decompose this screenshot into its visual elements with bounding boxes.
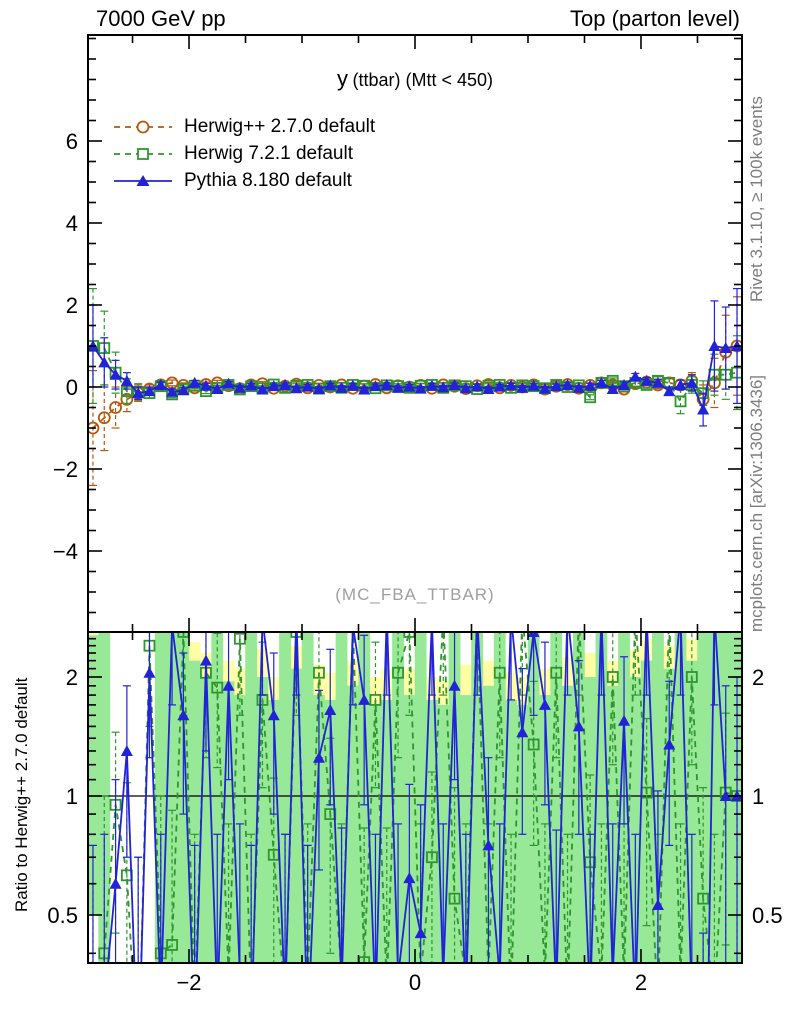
svg-text:2: 2 bbox=[634, 970, 648, 995]
legend-marker-herwigpp-icon bbox=[112, 118, 174, 136]
legend-item-herwigpp bbox=[112, 113, 375, 140]
svg-text:0.5: 0.5 bbox=[752, 903, 783, 928]
ratio-axis-title: Ratio to Herwig++ 2.7.0 default bbox=[12, 677, 31, 912]
beam-label: 7000 GeV pp bbox=[96, 6, 226, 31]
svg-text:0: 0 bbox=[65, 375, 78, 400]
svg-text:1: 1 bbox=[65, 784, 78, 809]
legend-label-herwigpp: Herwig++ 2.7.0 default bbox=[184, 115, 376, 137]
legend-item-herwig7 bbox=[112, 140, 375, 167]
legend-label-pythia: Pythia 8.180 default bbox=[184, 169, 352, 191]
svg-text:0: 0 bbox=[408, 970, 422, 995]
plot-title-cut: (ttbar) (Mtt < 450) bbox=[352, 70, 493, 90]
legend-label-herwig7: Herwig 7.2.1 default bbox=[184, 142, 353, 164]
legend bbox=[112, 113, 375, 194]
svg-text:−2: −2 bbox=[52, 457, 78, 482]
svg-text:2: 2 bbox=[65, 665, 78, 690]
legend-marker-herwig7-icon bbox=[112, 145, 174, 163]
svg-text:−2: −2 bbox=[176, 970, 202, 995]
svg-text:2: 2 bbox=[65, 293, 78, 318]
legend-marker-pythia-icon bbox=[112, 172, 174, 190]
svg-text:0.5: 0.5 bbox=[47, 903, 78, 928]
analysis-label: Top (parton level) bbox=[570, 6, 740, 31]
analysis-watermark: (MC_FBA_TTBAR) bbox=[335, 585, 495, 604]
svg-text:6: 6 bbox=[65, 129, 78, 154]
svg-text:4: 4 bbox=[65, 211, 78, 236]
svg-text:2: 2 bbox=[752, 665, 765, 690]
series-pythia-8-180-default bbox=[87, 289, 743, 426]
svg-text:−4: −4 bbox=[52, 539, 78, 564]
legend-item-pythia bbox=[112, 167, 375, 194]
plot-title bbox=[88, 66, 742, 92]
plot-title-observable: y bbox=[337, 66, 348, 91]
rivet-version-label: Rivet 3.1.10, ≥ 100k events bbox=[747, 96, 766, 302]
mcplots-reference-label: mcplots.cern.ch [arXiv:1306.3436] bbox=[747, 374, 766, 632]
svg-text:1: 1 bbox=[752, 784, 765, 809]
